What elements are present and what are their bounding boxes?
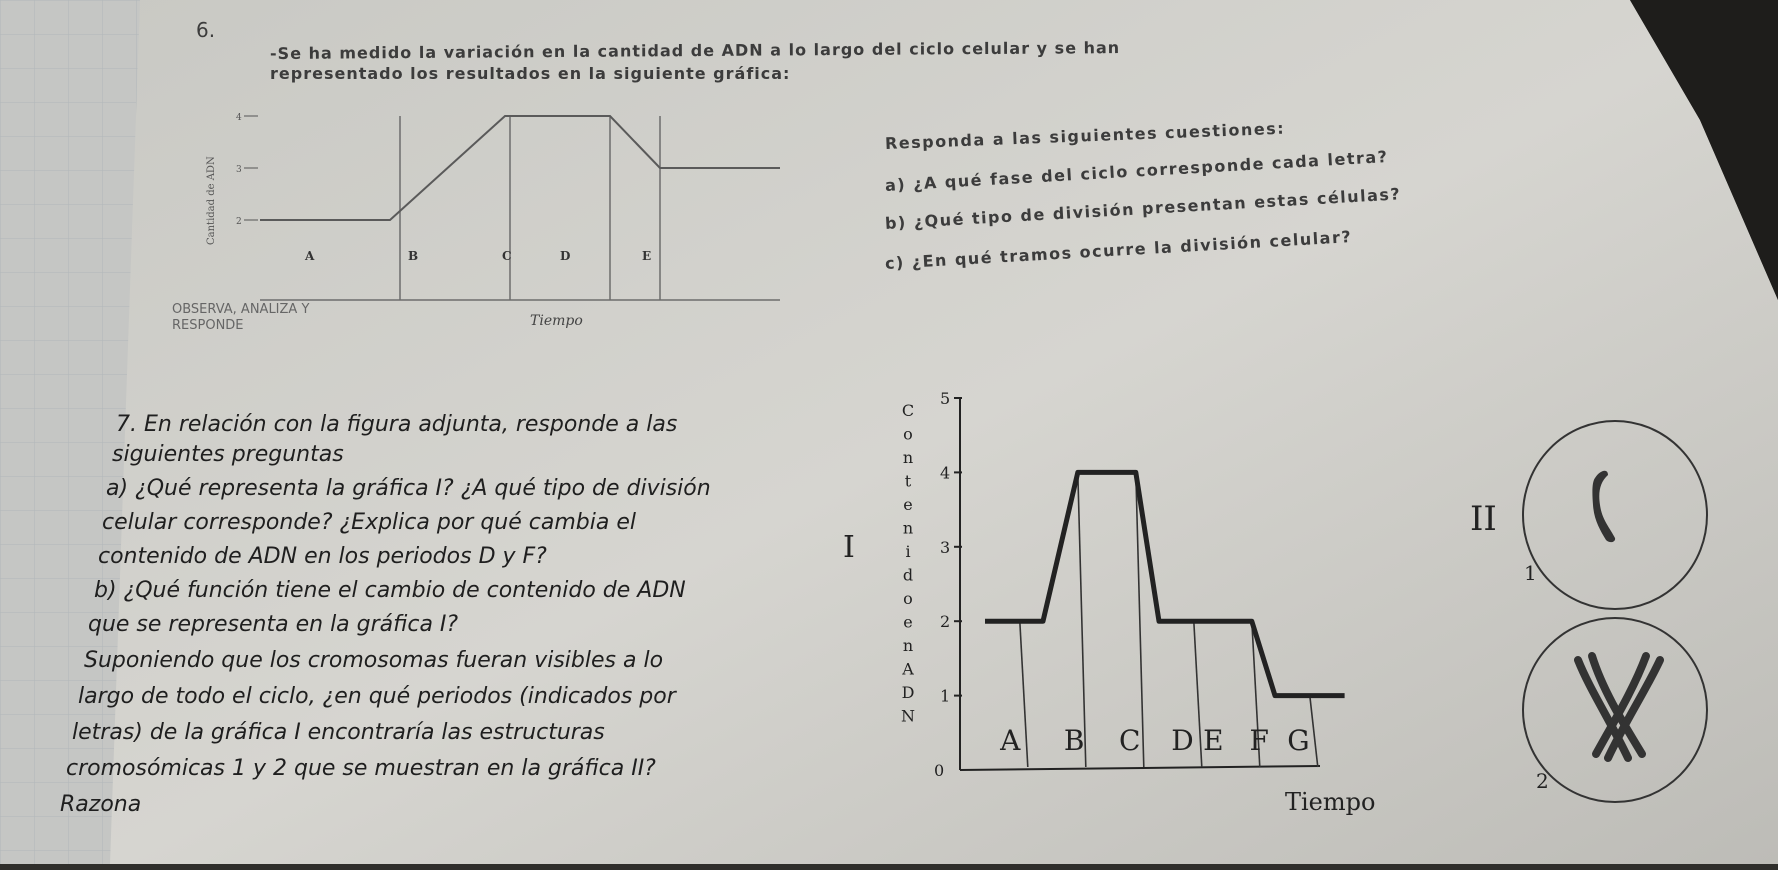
- graph-i-ylabel-letter: o: [903, 589, 913, 608]
- graph-i-category-g: G: [1287, 724, 1310, 757]
- question-7-c-line-4: cromosómicas 1 y 2 que se muestran en la gráfica II?: [66, 756, 656, 781]
- graph-i-ylabel-letter: A: [902, 659, 914, 679]
- question-7-line-2: siguientes preguntas: [112, 442, 344, 467]
- question-6-a: a) ¿A qué fase del ciclo corresponde cada letra?: [884, 146, 1389, 195]
- question-7-b-line-1: b) ¿Qué función tiene el cambio de contenido de ADN: [94, 578, 686, 603]
- question-6-category-b: B: [408, 249, 419, 263]
- question-7-a-line-3: contenido de ADN en los periodos D y F?: [98, 544, 547, 569]
- question-7-c-line-3: letras) de la gráfica I encontraría las estructuras: [72, 720, 605, 745]
- figure-ii-label: II: [1470, 499, 1497, 539]
- question-6-category-c: C: [502, 249, 512, 263]
- graph-i-ytick: 4: [940, 463, 951, 483]
- graph-i-ylabel-letter: D: [901, 683, 915, 702]
- question-6-c: c) ¿En qué tramos ocurre la división celular?: [884, 227, 1353, 273]
- graph-i-category-b: B: [1063, 724, 1085, 757]
- graph-i-ylabel-letter: i: [905, 542, 911, 561]
- question-7-a-line-1: a) ¿Qué representa la gráfica I? ¿A qué tipo de división: [106, 476, 711, 501]
- question-6-intro-line-2: representado los resultados en la siguiente gráfica:: [270, 64, 791, 83]
- graph-i-ylabel-letter: N: [901, 706, 915, 726]
- graph-i-ytick: 3: [940, 537, 951, 557]
- graph-i-ylabel-letter: d: [902, 565, 914, 585]
- graph-i-ytick: 2: [940, 612, 951, 632]
- question-6-category-e: E: [642, 249, 652, 263]
- graph-i-category-d: D: [1171, 724, 1194, 757]
- chromosome-2-icon: [1578, 656, 1660, 758]
- graph-i-ylabel-letter: n: [902, 448, 914, 467]
- question-6-ytick: 2: [236, 217, 242, 227]
- graph-i-xlabel: Tiempo: [1285, 788, 1376, 816]
- chromosome-2-label: 2: [1536, 769, 1549, 793]
- question-6-category-d: D: [560, 249, 571, 263]
- question-7-line-1: 7. En relación con la figura adjunta, responde a las: [116, 412, 678, 437]
- observa-label: OBSERVA, ANALIZA Y: [172, 302, 310, 317]
- graph-i-label: I: [843, 530, 855, 565]
- question-7-b-line-2: que se representa en la gráfica I?: [88, 612, 459, 637]
- graph-i-ytick: 5: [940, 389, 951, 408]
- question-6-ytick: 4: [236, 113, 242, 123]
- graph-i-dna-curve: [985, 472, 1345, 695]
- question-6-xlabel: Tiempo: [530, 313, 583, 329]
- question-6-ylabel: Cantidad de ADN: [206, 156, 217, 245]
- graph-i-divider: [1078, 472, 1086, 767]
- graph-i-category-e: E: [1203, 724, 1224, 757]
- question-6-responda: Responda a las siguientes cuestiones:: [884, 118, 1286, 153]
- graph-i-ylabel-letter: n: [902, 636, 914, 655]
- chromosome-1-icon: [1592, 471, 1615, 542]
- figure-ii: [1450, 420, 1710, 870]
- question-6-ytick: 3: [236, 165, 242, 175]
- graph-i-divider: [1310, 696, 1318, 767]
- question-6-category-a: A: [305, 249, 315, 263]
- graph-i-category-c: C: [1119, 724, 1141, 757]
- chromosome-1-label: 1: [1524, 561, 1537, 585]
- graph-i-ylabel-letter: o: [903, 424, 913, 444]
- graph-i: [890, 380, 1450, 830]
- responde-label: RESPONDE: [172, 318, 244, 333]
- graph-i-ylabel-letter: C: [901, 401, 915, 420]
- question-6-b: b) ¿Qué tipo de división presentan estas células?: [884, 184, 1402, 233]
- question-6-dna-curve: [260, 116, 780, 220]
- question-6-chart: [180, 100, 880, 340]
- graph-i-ylabel-letter: e: [903, 612, 913, 632]
- graph-i-category-f: F: [1249, 724, 1269, 757]
- graph-i-ylabel-letter: n: [902, 518, 914, 538]
- graph-i-ylabel-letter: t: [904, 471, 912, 491]
- question-7-a-line-2: celular corresponde? ¿Explica por qué cambia el: [102, 510, 636, 535]
- graph-i-divider: [1194, 621, 1202, 767]
- graph-i-x-axis: [960, 766, 1320, 770]
- graph-i-ylabel-letter: e: [903, 495, 913, 514]
- graph-i-divider: [1020, 621, 1028, 767]
- question-7-c-line-1: Suponiendo que los cromosomas fueran visibles a lo: [84, 648, 664, 673]
- question-7-c-line-2: largo de todo el ciclo, ¿en qué periodos (indicados por: [78, 684, 676, 709]
- question-7-razona: Razona: [60, 792, 142, 817]
- graph-i-ytick: 0: [934, 761, 945, 780]
- question-6-intro-line-1: -Se ha medido la variación en la cantidad de ADN a lo largo del ciclo celular y se han: [269, 38, 1121, 63]
- question-6-number: 6.: [196, 18, 216, 42]
- graph-i-ytick: 1: [940, 686, 951, 706]
- figure-ii-cell-1: [1523, 421, 1707, 609]
- graph-i-category-a: A: [1000, 724, 1021, 757]
